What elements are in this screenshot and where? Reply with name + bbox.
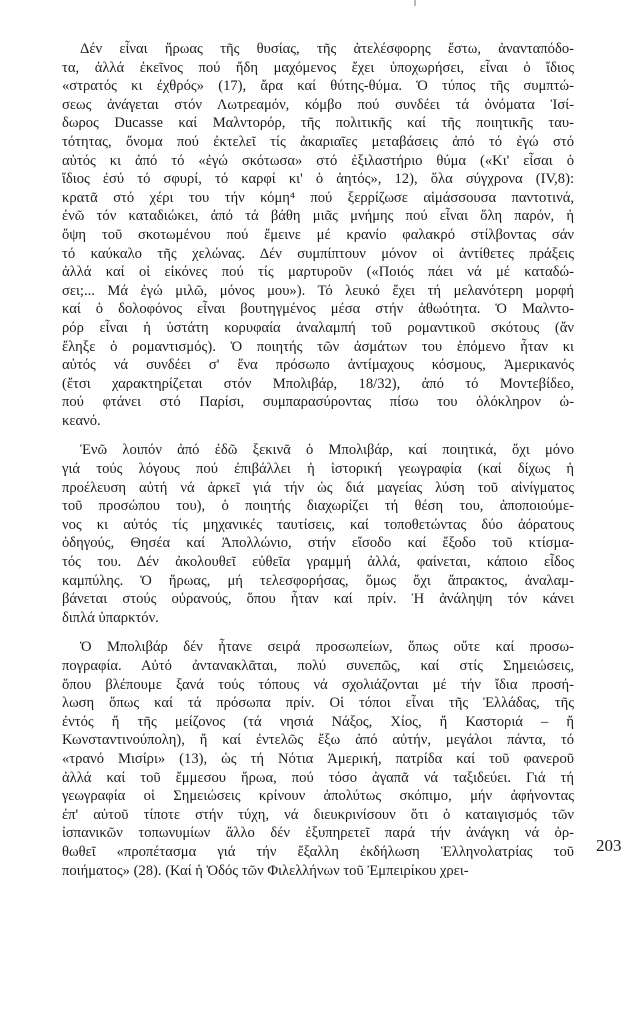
text-line: λωση ὅπως καί τά πρόσωπα πρίν. Οἱ τόποι εἶναι τῆς Ἑλλάδας, τῆς (62, 695, 574, 712)
text-line: Ἐνῶ λοιπόν ἀπό ἐδῶ ξεκινᾶ ὁ Μπολιβάρ, καί ποιητικά, ὄχι μόνο (80, 442, 574, 459)
text-line: ἔληξε ὁ ρομαντισμός). Ὁ ποιητής τῶν ἀσμάτων του ἑπόμενο ἦταν κι (62, 338, 574, 355)
text-line: τα, ἀλλά ἐκεῖνος πού ἤδη μαχόμενος ἔχει ὑποχωρήσει, εἶναι ὁ ἴδιος (62, 59, 574, 76)
text-line: ἀλλά καί οἱ εἰκόνες πού τίς μαρτυροῦν («Ποιός πάει νά μέ καταδώ- (62, 264, 574, 281)
body-text (62, 40, 574, 880)
text-line: ποιήματος» (28). (Καί ἡ Ὁδός τῶν Φιλελλήνων τοῦ Ἐμπειρίκου χρει- (62, 862, 469, 879)
text-line: ἴδιος ἐσύ τό σφυρί, τό καρφί κι' ὁ ἀητός», 12), ὅλα σύγχρονα (IV,8): (62, 171, 574, 188)
text-line: δωρος Ducasse καί Μαλντορόρ, τῆς πολιτικῆς καί τῆς ποιητικῆς ταυ- (62, 115, 574, 132)
text-line: προέλευση αὐτή νά ἀρκεῖ γιά τήν ὡς διά μαγείας λύση τοῦ αἰνίγματος (62, 479, 574, 496)
text-line: κρατᾶ στό χέρι του τήν κόμη⁴ πού ξερρίζωσε αἱμάσσουσα παντοτινά, (62, 189, 574, 206)
text-line: Δέν εἶναι ἥρωας τῆς θυσίας, τῆς ἀτελέσφορης ἔστω, ἀνανταπόδο- (80, 41, 574, 57)
text-line: ὄψη τοῦ σκοτωμένου πού ἔμεινε μέ κρανίο φαλακρό στίλβοντας σάν (62, 226, 574, 243)
text-line: τοῦ προσώπου του), ὁ ποιητής διαχωρίζει τή θέση του, ἀποποιούμε- (62, 498, 574, 515)
text-line: βάνεται στούς οὐρανούς, ὅπου ἦταν καί πρίν. Ἡ ἀνάληψη τόν κάνει (62, 591, 574, 608)
text-line: ρόρ εἶναι ἡ ὑστάτη κορυφαία ἀναλαμπή τοῦ ρομαντικοῦ σκότους (ἄν (62, 319, 574, 336)
text-line: πογραφία. Αὐτό ἀντανακλᾶται, πολύ συνεπῶς, καί στίς Σημειώσεις, (62, 658, 574, 674)
text-line: ὅπου βλέπουμε ξανά τούς τόπους νά σχολιάζονται μέ τήν ἴδια προσή- (62, 676, 574, 693)
text-line: τός του. Δέν ἀκολουθεῖ εὐθεῖα γραμμή ἀλλά, φαίνεται, κάποιο εἶδος (62, 554, 574, 571)
paragraph-2 (62, 441, 574, 627)
text-line: ἰσπανικῶν τοπωνυμίων ἄλλο δέν ἐξυπηρετεῖ παρά τήν ἀνάγκη νά ὀρ- (62, 825, 574, 842)
text-line: κεανό. (62, 412, 101, 429)
text-line: διπλά ὑπαρκτόν. (62, 609, 159, 626)
text-line: γιά τούς λόγους πού ἐπιβάλλει ἡ ἱστορική γεωγραφία (καί δίχως ἡ (62, 461, 574, 478)
text-line: ἐντός ἤ τῆς μείζονος (τά νησιά Νάξος, Χίος, ἤ Καστοριά – ἤ (62, 713, 574, 730)
text-line: ἐνῶ τόν καταδιώκει, ἀπό τά βάθη μιᾶς μνήμης πού εἶναι ὅλη παρόν, ἡ (62, 208, 574, 225)
text-line: πού φτάνει στό Παρίσι, συμπαρασύροντας πίσω του ὁλόκληρον ὠ- (62, 394, 574, 411)
paragraph-3 (62, 638, 574, 880)
text-line: θωθεῖ «προπέτασμα γιά τήν ἔξαλλη ἐκδήλωση Ἑλληνολατρίας τοῦ (62, 843, 574, 860)
text-line: σεως ἀνάγεται στόν Λωτρεαμόν, κόμβο πού συνδέει τά ὀνόματα Ἰσί- (62, 96, 574, 113)
text-line: σει;... Μά ἐγώ μιλῶ, μόνος μου»). Τό λευκό ἔχει τή μελανότερη μορφή (62, 282, 574, 299)
text-line: «στρατός κι ἐχθρός» (17), ἄρα καί θύτης-θύμα. Ὁ τύπος τῆς συμπτώ- (62, 78, 574, 95)
text-line: ἐπ' αὐτοῦ τίποτε στήν τύχη, νά διευκρινίσουν ὅτι ὁ καταιγισμός τῶν (62, 806, 574, 823)
text-line: Ὁ Μπολιβάρ δέν ἦτανε σειρά προσωπείων, ὅπως οὔτε καί προσω- (80, 639, 574, 656)
scan-edge-mark (414, 0, 416, 6)
text-line: (ἔτσι χαρακτηρίζεται στόν Μπολιβάρ, 18/32), ἀπό τό Μοντεβίδεο, (62, 375, 574, 392)
text-line: νος κι αὐτός τίς μηχανικές ταυτίσεις, καί τοποθετώντας δύο ἀόρατους (62, 516, 574, 533)
text-line: καμπύλης. Ὁ ἥρωας, μή τελεσφορήσας, ὅμως ὄχι ἄπρακτος, ἀναλαμ- (62, 572, 574, 589)
paragraph-1 (62, 40, 574, 430)
text-line: τότητας, ὄνομα πού ἐκτελεῖ τίς ἀκαριαῖες μεταβάσεις ἀπό τό ἐγώ στό (62, 133, 574, 150)
text-line: ἀλλά καί τοῦ ἔμμεσου ἥρωα, πού τόσο ἀγαπᾶ νά ταξιδεύει. Γιά τή (62, 769, 574, 786)
text-line: τό καύκαλο τῆς χελώνας. Δέν συμπίπτουν μόνον οἱ ἀντίθετες πράξεις (62, 245, 574, 262)
text-line: καί ὁ δολοφόνος εἶναι βουτηγμένος μέσα στήν ἀθωότητα. Ὁ Μαλντο- (62, 301, 574, 318)
text-line: αὐτός νά συνδέει σ' ἕνα πρόσωπο ἀντίμαχους κόσμους, Ἀμερικανός (62, 357, 574, 374)
page-number: 203 (596, 836, 622, 855)
text-line: ὁδηγούς, Θησέα καί Ἀπολλώνιο, στήν εἴσοδο καί ἔξοδο τοῦ κτίσμα- (62, 535, 574, 552)
text-line: Κωνσταντινούπολη), ἤ καί ἐντελῶς ἔξω ἀπό αὐτήν, μεγάλοι πάντα, τό (62, 732, 574, 749)
text-line: γεωγραφία οἱ Σημειώσεις κρίνουν ἀπολύτως σκόπιμο, μήν ἀφήνοντας (62, 788, 574, 805)
text-line: αὐτός κι ἀπό τό «ἐγώ σκότωσα» στό ἐξιλαστήριο θύμα («Κι' εἶσαι ὁ (62, 152, 574, 169)
text-line: «τρανό Μισίρι» (13), ὡς τή Νότια Ἀμερική, πατρίδα καί τοῦ φανεροῦ (62, 750, 574, 767)
